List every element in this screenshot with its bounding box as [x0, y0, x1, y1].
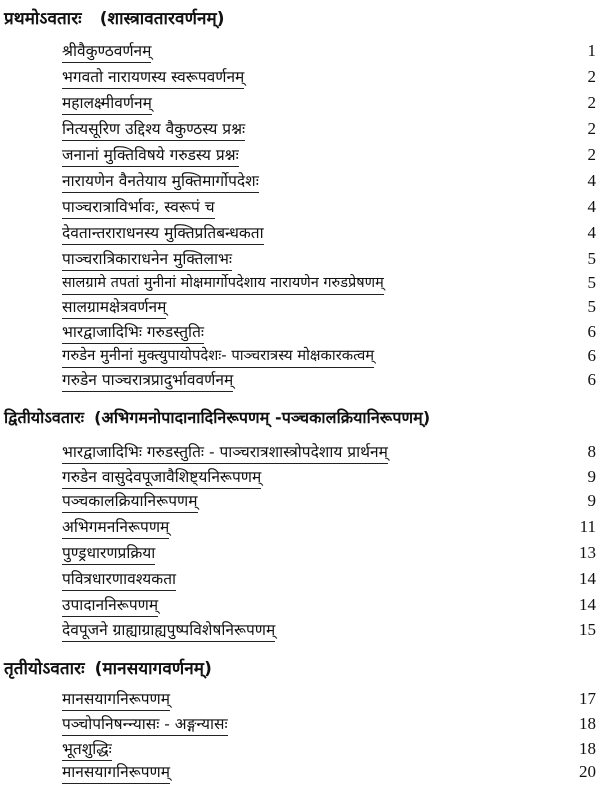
toc-entry[interactable]: [0, 491, 600, 517]
toc-entry[interactable]: [0, 223, 600, 249]
toc-entry-title: मानसयागनिरूपणम्: [62, 689, 170, 711]
toc-entry-title: भूतशुद्धिः: [62, 739, 112, 761]
toc-entry-page: 5: [587, 273, 596, 292]
toc-entry-page: 14: [579, 595, 596, 614]
toc-entry-title: गरुडेन मुनीनां मुक्त्युपायोपदेशः- पाञ्चरात्रस्य मोक्षकारकत्वम्: [62, 346, 374, 368]
section-subheading: (अभिगमनोपादानादिनिरूपणम् -पञ्चकालक्रियानिरूपणम्): [94, 408, 431, 427]
toc-entry[interactable]: [0, 297, 600, 323]
toc-entry-title: भारद्वाजादिभिः गरुडस्तुतिः: [62, 322, 204, 344]
toc-entry-page: 8: [587, 442, 596, 461]
toc-entry[interactable]: [0, 517, 600, 543]
toc-entry-title: मानसयागनिरूपणम्: [62, 762, 170, 784]
toc-entry-page: 14: [579, 569, 596, 588]
toc-entry-title: देवतान्तराराधनस्य मुक्तिप्रतिबन्धकता: [62, 223, 264, 245]
toc-entry[interactable]: [0, 689, 600, 715]
toc-entry-page: 4: [587, 171, 596, 190]
section-3-heading: [4, 656, 212, 679]
toc-entry[interactable]: [0, 119, 600, 145]
toc-entry-page: 9: [587, 467, 596, 486]
toc-entry-page: 17: [579, 689, 596, 708]
toc-entry[interactable]: [0, 145, 600, 171]
toc-entry-page: 4: [587, 197, 596, 216]
toc-entry-page: 18: [579, 714, 596, 733]
toc-entry-title: श्रीवैकुण्ठवर्णनम्: [62, 41, 151, 63]
toc-entry-page: 4: [587, 223, 596, 242]
section-1-heading: [4, 6, 225, 29]
toc-entry[interactable]: [0, 595, 600, 621]
toc-entry-page: 13: [579, 543, 596, 562]
toc-entry-title: गरुडेन वासुदेवपूजावैशिष्ट्यनिरूपणम्: [62, 467, 261, 489]
toc-entry[interactable]: [0, 322, 600, 348]
toc-entry-title: पवित्रधारणावश्यकता: [62, 569, 176, 591]
toc-entry[interactable]: [0, 273, 600, 299]
toc-entry-page: 2: [587, 119, 596, 138]
toc-entry-title: पाञ्चरात्रिकाराधनेन मुक्तिलाभः: [62, 249, 232, 271]
toc-entry[interactable]: [0, 569, 600, 595]
toc-entry[interactable]: [0, 467, 600, 493]
section-heading-label: प्रथमोऽवतारः: [4, 9, 82, 29]
toc-entry-page: 2: [587, 145, 596, 164]
toc-entry[interactable]: [0, 41, 600, 67]
toc-entry-title: भगवतो नारायणस्य स्वरूपवर्णनम्: [62, 67, 244, 89]
toc-entry-title: पञ्चकालक्रियानिरूपणम्: [62, 491, 198, 513]
section-2-heading: [4, 406, 430, 428]
toc-entry-title: सालग्रामे तपतां मुनीनां मोक्षमार्गोपदेशाय नारायणेन गरुडप्रेषणम्: [62, 273, 384, 295]
section-heading-label: द्वितीयोऽवतारः: [4, 408, 85, 427]
toc-entry[interactable]: [0, 714, 600, 740]
toc-entry-title: सालग्रामक्षेत्रवर्णनम्: [62, 297, 166, 319]
toc-entry-title: पञ्चोपनिषन्न्यासः - अङ्गन्यासः: [62, 714, 228, 736]
toc-entry-page: 1: [587, 41, 596, 60]
toc-entry-page: 6: [587, 370, 596, 389]
toc-entry-page: 2: [587, 67, 596, 86]
toc-entry-title: पुण्ड्रधारणप्रक्रिया: [62, 543, 155, 565]
toc-entry-title: भारद्वाजादिभिः गरुडस्तुतिः - पाञ्चरात्रशास्त्रोपदेशाय प्रार्थनम्: [62, 442, 388, 464]
toc-entry[interactable]: [0, 249, 600, 275]
toc-entry-title: गरुडेन पाञ्चरात्रप्रादुर्भाववर्णनम्: [62, 370, 233, 392]
toc-entry-page: 18: [579, 739, 596, 758]
toc-entry[interactable]: [0, 67, 600, 93]
toc-entry-title: पाञ्चरात्राविर्भावः, स्वरूपं च: [62, 197, 215, 219]
toc-entry-page: 5: [587, 297, 596, 316]
toc-entry-title: नारायणेन वैनतेयाय मुक्तिमार्गोपदेशः: [62, 171, 259, 193]
section-subheading: (मानसयागवर्णनम्): [94, 659, 212, 679]
toc-entry-page: 6: [587, 346, 596, 365]
toc-entry-page: 20: [579, 762, 596, 781]
toc-entry-page: 15: [579, 620, 596, 639]
toc-entry[interactable]: [0, 197, 600, 223]
toc-entry[interactable]: [0, 762, 600, 788]
toc-entry-page: 6: [587, 322, 596, 341]
toc-entry-title: देवपूजने ग्राह्याग्राह्यपुष्पविशेषनिरूपणम्: [62, 620, 275, 642]
toc-entry-page: 2: [587, 93, 596, 112]
toc-entry[interactable]: [0, 93, 600, 119]
toc-entry-title: उपादाननिरूपणम्: [62, 595, 158, 617]
toc-entry[interactable]: [0, 346, 600, 372]
toc-entry[interactable]: [0, 171, 600, 197]
toc-entry-title: अभिगमननिरूपणम्: [62, 517, 169, 539]
toc-entry-page: 9: [587, 491, 596, 510]
toc-entry[interactable]: [0, 370, 600, 396]
toc-entry[interactable]: [0, 442, 600, 468]
section-heading-label: तृतीयोऽवतारः: [4, 659, 85, 679]
section-subheading: (शास्त्रावतारवर्णनम्): [99, 9, 225, 29]
toc-entry-title: नित्यसूरिण उद्दिश्य वैकुण्ठस्य प्रश्नः: [62, 119, 245, 141]
toc-entry-title: महालक्ष्मीवर्णनम्: [62, 93, 152, 115]
toc-entry[interactable]: [0, 620, 600, 646]
toc-entry-page: 5: [587, 249, 596, 268]
toc-entry-page: 11: [579, 517, 596, 536]
toc-entry-title: जनानां मुक्तिविषये गरुडस्य प्रश्नः: [62, 145, 239, 167]
toc-entry[interactable]: [0, 543, 600, 569]
